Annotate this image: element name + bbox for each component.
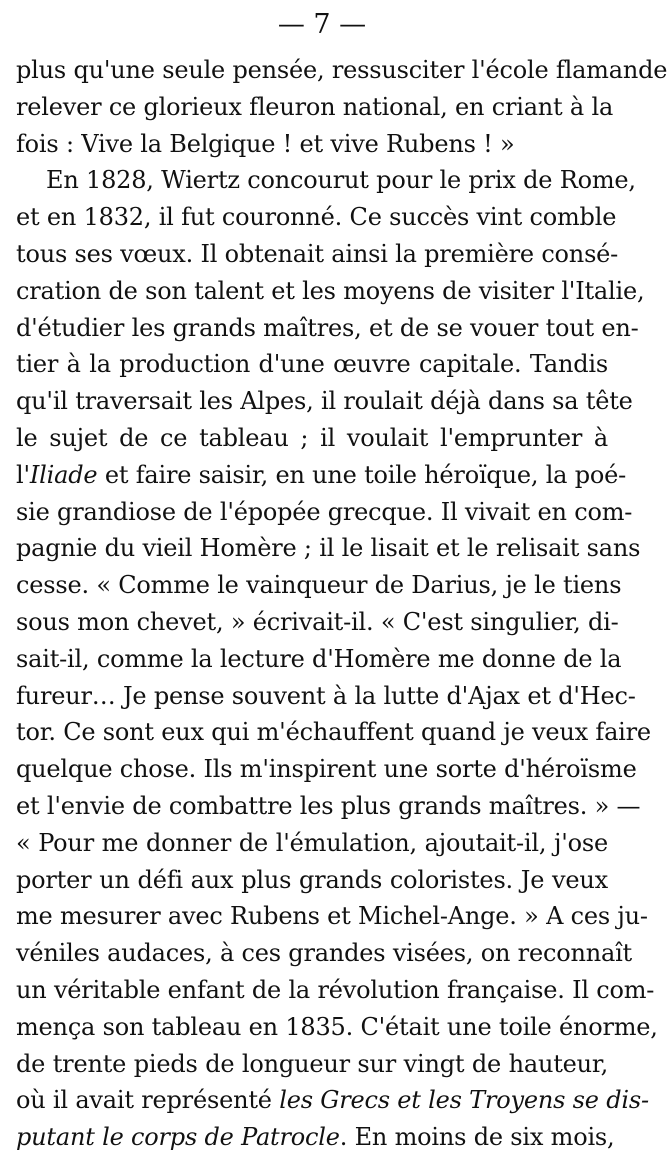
text-line bbox=[16, 935, 632, 972]
text-run: relever ce glorieux fleuron national, en criant à la bbox=[16, 92, 614, 121]
text-run: où il avait représenté bbox=[16, 1086, 280, 1115]
text-run: d'étudier les grands maîtres, et de se vouer tout en- bbox=[16, 313, 639, 342]
text-run: En 1828, Wiertz concourut pour le prix de Rome, bbox=[46, 166, 636, 195]
text-line bbox=[16, 751, 637, 788]
text-line bbox=[16, 898, 648, 935]
text-run: fois : Vive la Belgique ! et vive Rubens ! » bbox=[16, 129, 515, 158]
text-line bbox=[16, 1046, 608, 1083]
text-line bbox=[16, 273, 645, 310]
text-run: plus qu'une seule pensée, ressusciter l'école flamande bbox=[16, 56, 667, 84]
text-line bbox=[16, 236, 619, 273]
italic-text: les Grecs et les Troyens se dis- bbox=[279, 1086, 649, 1115]
text-run: tier à la production d'une œuvre capitale. Tandis bbox=[16, 350, 608, 379]
italic-text: putant le corps de Patrocle bbox=[16, 1123, 340, 1152]
text-run: un véritable enfant de la révolution française. Il com- bbox=[16, 975, 655, 1004]
text-line bbox=[16, 972, 655, 1009]
text-run: tous ses vœux. Il obtenait ainsi la première consé- bbox=[16, 239, 619, 268]
text-line bbox=[16, 494, 633, 531]
text-run: me mesurer avec Rubens et Michel-Ange. » A ces ju- bbox=[16, 902, 648, 931]
text-run: mença son tableau en 1835. C'était une toile énorme, bbox=[16, 1012, 658, 1041]
text-run: . En moins de six mois, bbox=[339, 1123, 615, 1152]
text-line bbox=[16, 199, 617, 236]
text-line bbox=[16, 126, 608, 163]
text-line bbox=[16, 567, 622, 604]
text-line bbox=[16, 383, 633, 420]
text-line bbox=[16, 52, 667, 89]
text-line bbox=[16, 641, 622, 678]
body-text bbox=[16, 52, 667, 1156]
text-line bbox=[16, 420, 608, 457]
text-run: fureur… Je pense souvent à la lutte d'Ajax et d'Hec- bbox=[16, 681, 636, 710]
text-run: de trente pieds de longueur sur vingt de hauteur, bbox=[16, 1049, 608, 1078]
text-run: porter un défi aux plus grands coloristes. Je veux bbox=[16, 865, 608, 894]
page-number: — 7 — bbox=[277, 9, 367, 40]
text-run: et l'envie de combattre les plus grands maîtres. » — bbox=[16, 791, 641, 820]
text-run: et en 1832, il fut couronné. Ce succès vint comble bbox=[16, 203, 617, 232]
text-run: pagnie du vieil Homère ; il le lisait et le relisait sans bbox=[16, 534, 641, 563]
text-line bbox=[16, 530, 641, 567]
text-run: l' bbox=[16, 460, 30, 489]
text-line bbox=[16, 457, 627, 494]
text-line bbox=[16, 862, 608, 899]
text-run: cesse. « Comme le vainqueur de Darius, je le tiens bbox=[16, 571, 622, 600]
text-run: « Pour me donner de l'émulation, ajoutait-il, j'ose bbox=[16, 828, 608, 857]
italic-text: Iliade bbox=[29, 460, 98, 489]
text-run: et faire saisir, en une toile héroïque, la poé- bbox=[97, 460, 627, 489]
text-line bbox=[16, 346, 608, 383]
text-line bbox=[16, 604, 619, 641]
text-line bbox=[16, 714, 651, 751]
text-line bbox=[16, 310, 639, 347]
text-run: sait-il, comme la lecture d'Homère me donne de la bbox=[16, 644, 622, 673]
text-line bbox=[16, 825, 608, 862]
text-line bbox=[16, 1082, 649, 1119]
text-run: véniles audaces, à ces grandes visées, on reconnaît bbox=[16, 939, 632, 968]
text-run: quelque chose. Ils m'inspirent une sorte d'héroïsme bbox=[16, 755, 637, 784]
text-line bbox=[16, 788, 641, 825]
text-run: qu'il traversait les Alpes, il roulait déjà dans sa tête bbox=[16, 387, 633, 416]
text-run: tor. Ce sont eux qui m'échauffent quand je veux faire bbox=[16, 718, 651, 747]
text-run: sie grandiose de l'épopée grecque. Il vivait en com- bbox=[16, 497, 633, 526]
text-run: sous mon chevet, » écrivait-il. « C'est singulier, di- bbox=[16, 607, 619, 636]
text-line bbox=[16, 89, 614, 126]
text-run: cration de son talent et les moyens de visiter l'Italie, bbox=[16, 276, 645, 305]
text-line bbox=[16, 1119, 615, 1156]
text-line bbox=[16, 678, 636, 715]
text-run: le sujet de ce tableau ; il voulait l'emprunter à bbox=[16, 423, 608, 452]
text-line bbox=[16, 162, 636, 199]
text-line bbox=[16, 1009, 658, 1046]
